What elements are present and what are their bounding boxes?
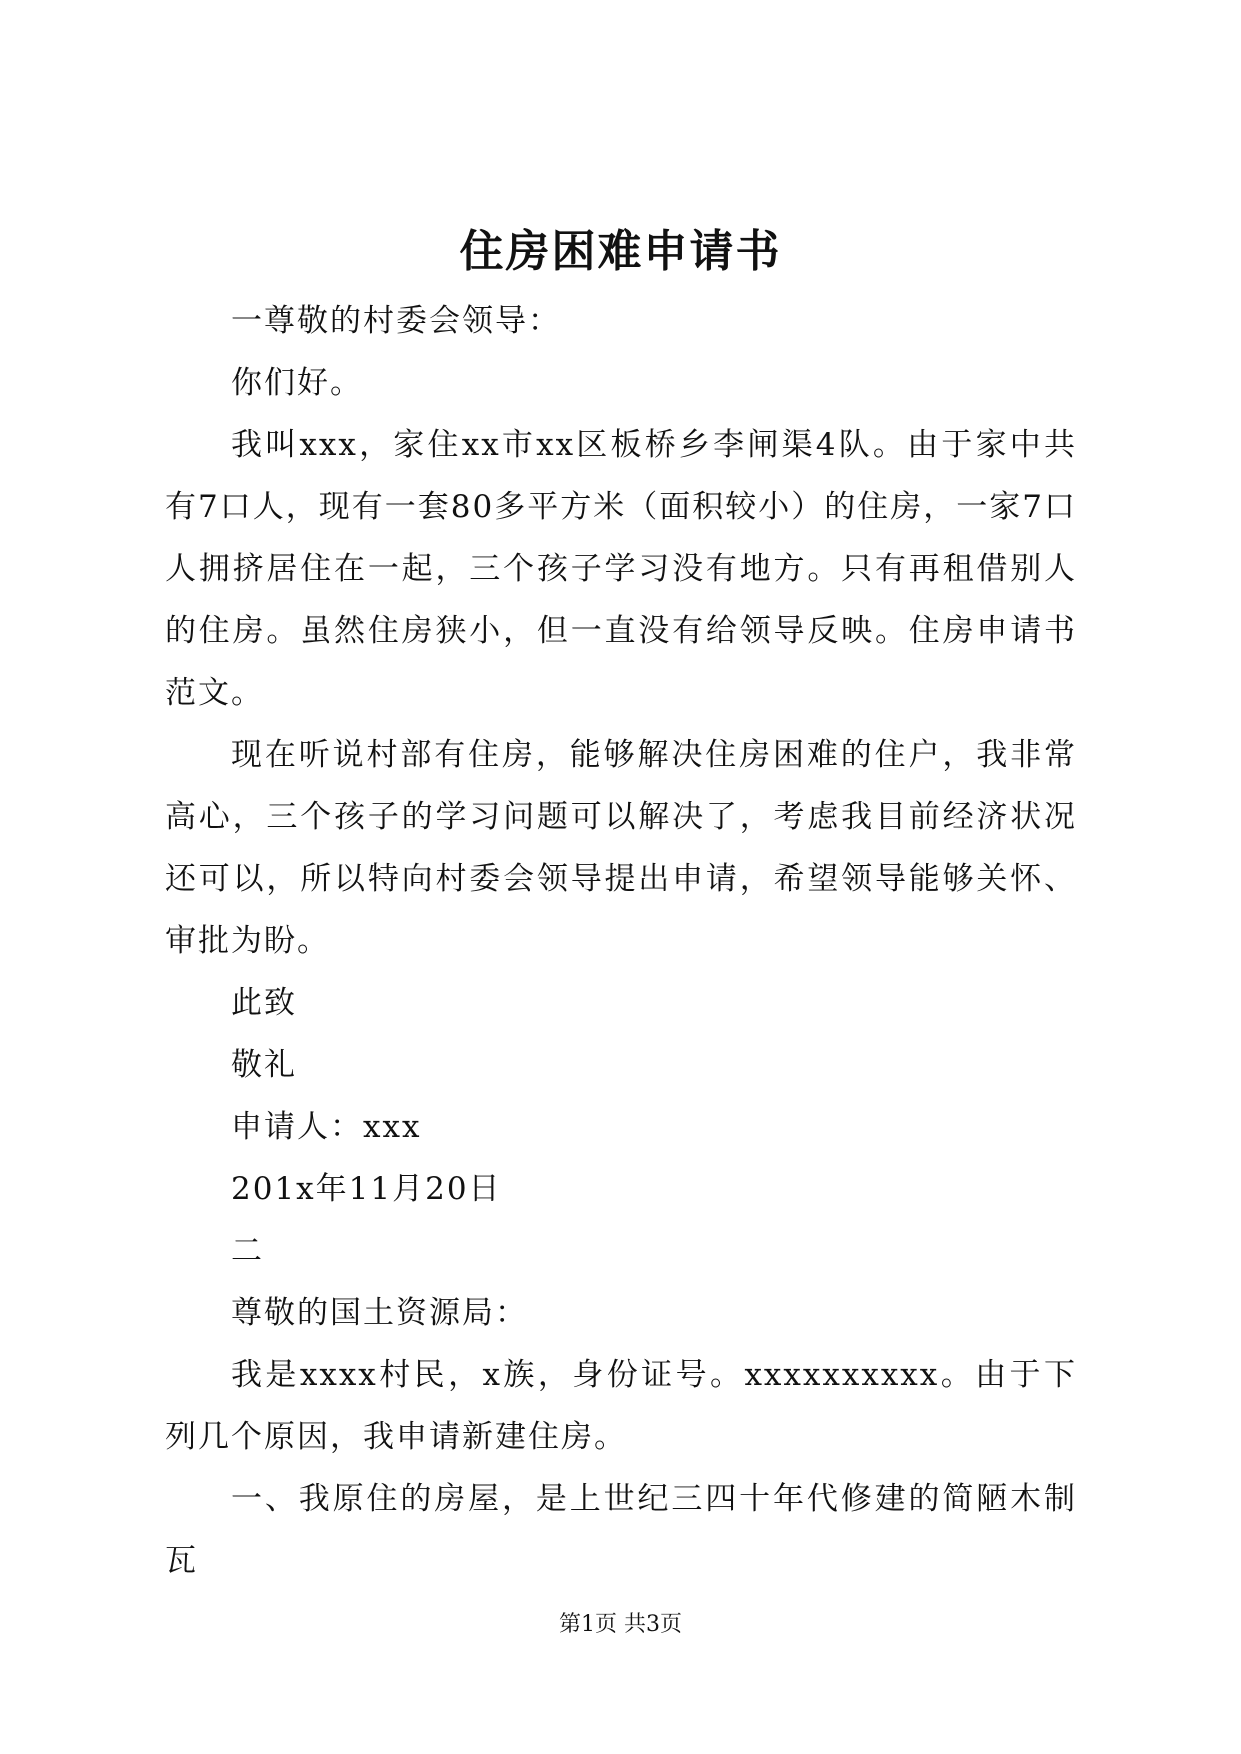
closing-line: 此致: [231, 985, 297, 1021]
section-marker: 二: [231, 1233, 264, 1269]
paragraph: 现在听说村部有住房，能够解决住房困难的住户，我非常高心，三个孩子的学习问题可以解决了，考虑我目前经济状况还可以，所以特向村委会领导提出申请，希望领导能够关怀、审批为盼。: [165, 737, 1077, 959]
paragraph: 我是xxxx村民，x族，身份证号。xxxxxxxxxx。由于下列几个原因，我申请新建住房。: [165, 1357, 1077, 1455]
paragraph: 我叫xxx，家住xx市xx区板桥乡李闸渠4队。由于家中共有7口人，现有一套80多平方米（面积较小）的住房，一家7口人拥挤居住在一起，三个孩子学习没有地方。只有再租借别人的住房。虽然住房狭小，但一直没有给领导反映。住房申请书范文。: [165, 427, 1077, 711]
document-body: [165, 290, 1077, 1592]
greeting: 你们好。: [231, 365, 363, 401]
salutation: 尊敬的国土资源局：: [231, 1295, 528, 1331]
applicant-line: 申请人：xxx: [231, 1109, 422, 1145]
salutation: 一尊敬的村委会领导：: [231, 303, 561, 339]
date-line: 201x年11月20日: [231, 1171, 502, 1207]
closing-line: 敬礼: [231, 1047, 297, 1083]
paragraph: 一、我原住的房屋，是上世纪三四十年代修建的简陋木制瓦: [165, 1481, 1077, 1579]
document-title: 住房困难申请书: [459, 226, 782, 277]
page-footer: 第1页 共3页: [559, 1612, 682, 1637]
